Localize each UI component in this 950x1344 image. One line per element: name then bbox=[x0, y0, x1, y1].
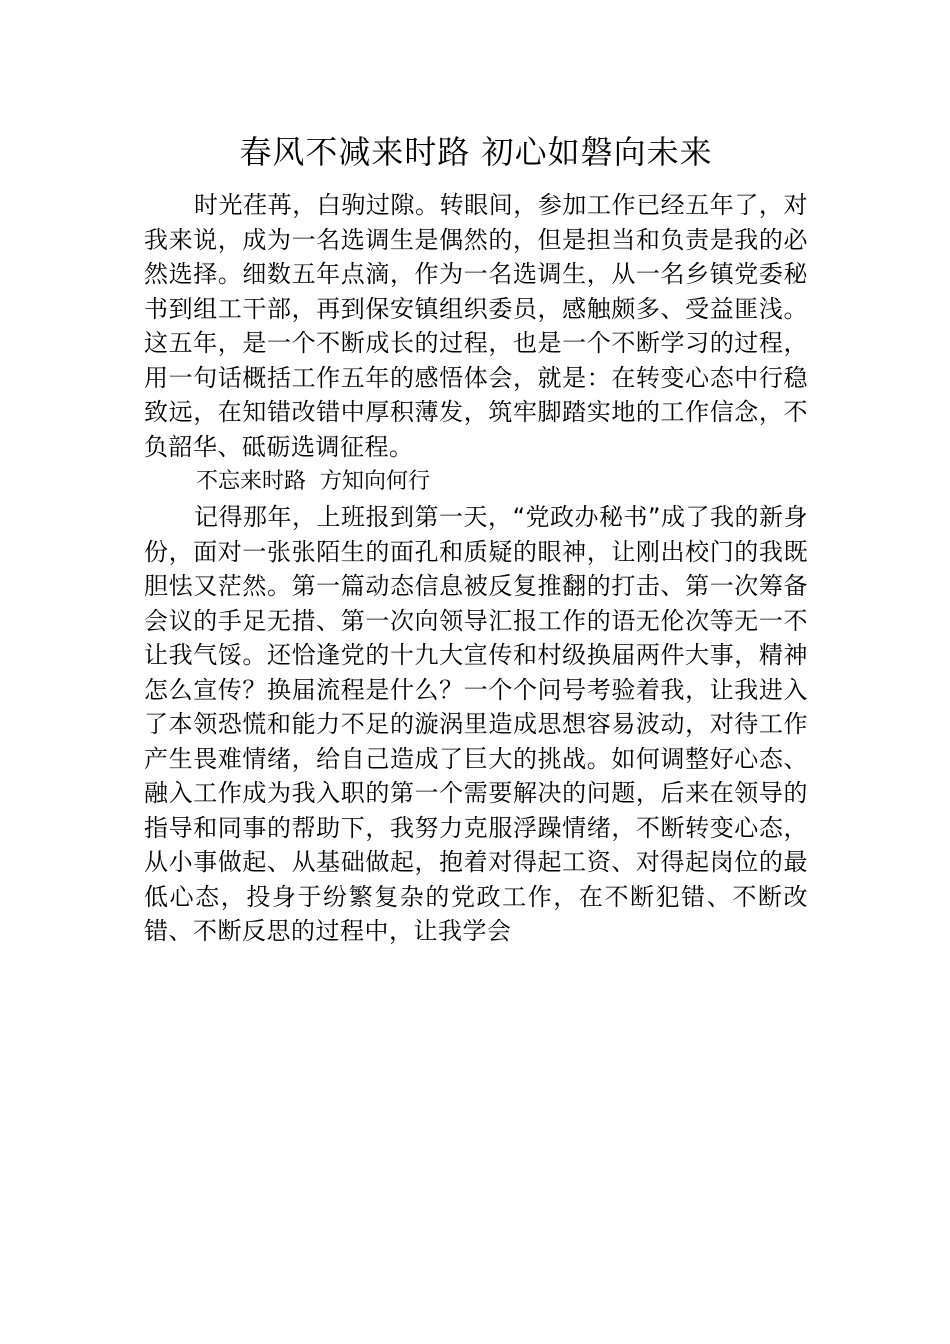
paragraph-section-one: 记得那年，上班报到第一天，“党政办秘书”成了我的新身份，面对一张张陌生的面孔和质疑的眼神，让刚出校门的我既胆怯又茫然。第一篇动态信息被反复推翻的打击、第一次筹备会议的手足无措、第一次向领导汇报工作的语无伦次等无一不让我气馁。还恰逢党的十九大宣传和村级换届两件大事，精神怎么宣传？换届流程是什么？一个个问号考验着我，让我进入了本领恐慌和能力不足的漩涡里造成思想容易波动，对待工作产生畏难情绪，给自己造成了巨大的挑战。如何调整好心态、融入工作成为我入职的第一个需要解决的问题，后来在领导的指导和同事的帮助下，我努力克服浮躁情绪，不断转变心态，从小事做起、从基础做起，抱着对得起工资、对得起岗位的最低心态，投身于纷繁复杂的党政工作，在不断犯错、不断改错、不断反思的过程中，让我学会 bbox=[144, 503, 808, 945]
section-heading: 不忘来时路 方知向何行 bbox=[196, 469, 430, 494]
document-title: 春风不减来时路 初心如磐向未来 bbox=[239, 133, 713, 171]
document-body bbox=[144, 128, 808, 949]
paragraph-intro: 时光荏苒，白驹过隙。转眼间，参加工作已经五年了，对我来说，成为一名选调生是偶然的，但是担当和负责是我的必然选择。细数五年点滴，作为一名选调生，从一名乡镇党委秘书到组工干部，再到保安镇组织委员，感触颇多、受益匪浅。这五年，是一个不断成长的过程，也是一个不断学习的过程，用一句话概括工作五年的感悟体会，就是：在转变心态中行稳致远，在知错改错中厚积薄发，筑牢脚踏实地的工作信念，不负韶华、砥砺选调征程。 bbox=[144, 191, 808, 461]
